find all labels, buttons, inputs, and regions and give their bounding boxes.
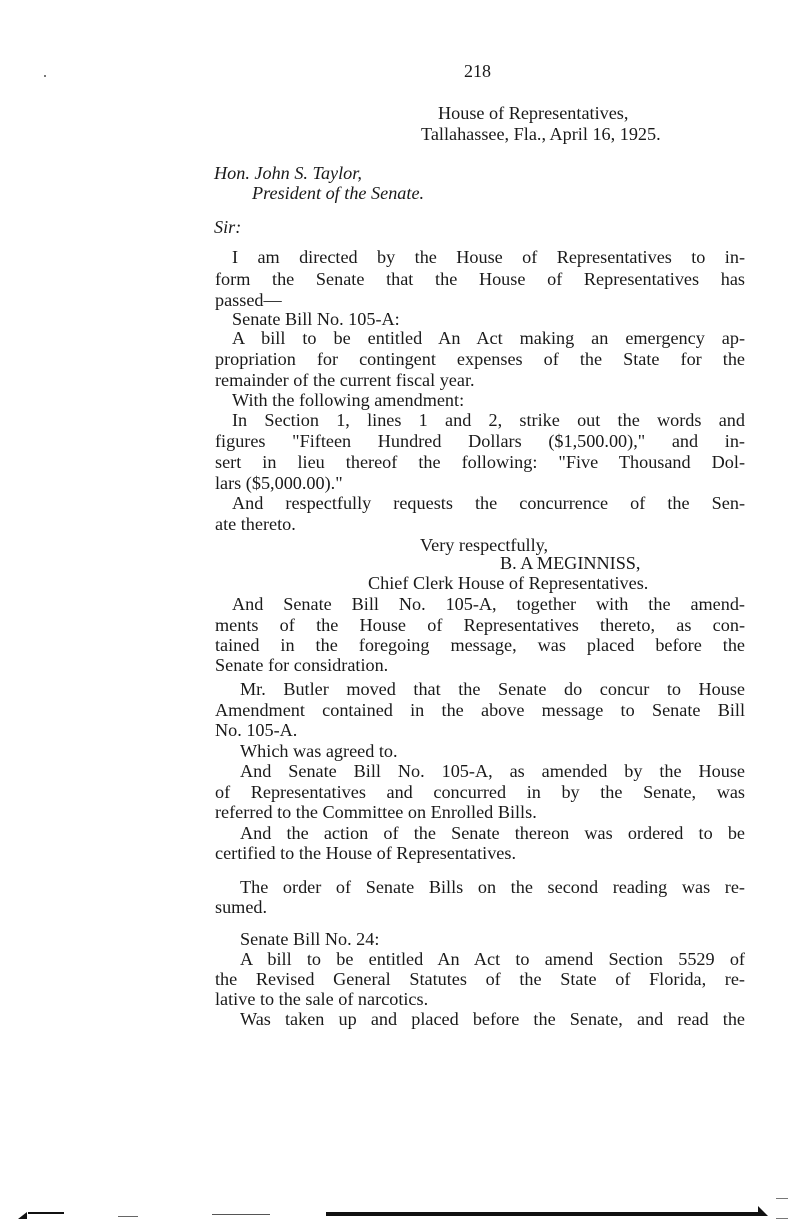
body-line: Senate Bill No. 105-A: — [232, 309, 400, 329]
body-line: lars ($5,000.00)." — [215, 473, 343, 493]
scan-mark-line — [28, 1212, 64, 1214]
bill24-line: A bill to be entitled An Act to amend Section 5529 of — [240, 949, 745, 969]
addressee-title: President of the Senate. — [252, 183, 425, 203]
closing-signer-title: Chief Clerk House of Representatives. — [368, 573, 649, 593]
proceedings-line: certified to the House of Representatives. — [215, 843, 516, 863]
proceedings-line: And the action of the Senate thereon was ordered to be — [240, 823, 745, 843]
scan-speck — [44, 75, 46, 77]
scan-mark-line — [212, 1214, 270, 1215]
body-line: figures "Fifteen Hundred Dollars ($1,500.00)," and in- — [215, 431, 745, 451]
body-line: ate thereto. — [215, 514, 296, 534]
body-line: In Section 1, lines 1 and 2, strike out the words and — [232, 410, 745, 430]
proceedings-line: And Senate Bill No. 105-A, together with the amend- — [232, 594, 745, 614]
header-line-1: House of Representatives, — [438, 103, 629, 123]
body-line: I am directed by the House of Representatives to in- — [232, 247, 745, 267]
body-line: With the following amendment: — [232, 390, 465, 410]
proceedings-line: referred to the Committee on Enrolled Bills. — [215, 802, 537, 822]
bill24-line: Was taken up and placed before the Senate, and read the — [240, 1009, 745, 1029]
proceedings-line: of Representatives and concurred in by the Senate, was — [215, 782, 745, 802]
proceedings-line: Senate for considration. — [215, 655, 389, 675]
body-line: passed— — [215, 290, 282, 310]
bill24-line: the Revised General Statutes of the State of Florida, re- — [215, 969, 745, 989]
closing-signer: B. A MEGINNISS, — [500, 553, 641, 573]
scan-mark-arrow — [758, 1206, 768, 1216]
proceedings-line: ments of the House of Representatives thereto, as con- — [215, 615, 745, 635]
body-line: form the Senate that the House of Representatives has — [215, 269, 745, 289]
page-number: 218 — [464, 61, 491, 81]
bill24-line: lative to the sale of narcotics. — [215, 989, 429, 1009]
proceedings-line: Which was agreed to. — [240, 741, 398, 761]
second-reading-line: sumed. — [215, 897, 268, 917]
body-line: And respectfully requests the concurrence of the Sen- — [232, 493, 745, 513]
salutation: Sir: — [214, 217, 242, 237]
scan-mark-arrow — [18, 1212, 27, 1219]
proceedings-line: Amendment contained in the above message to Senate Bill — [215, 700, 745, 720]
proceedings-line: And Senate Bill No. 105-A, as amended by the House — [240, 761, 745, 781]
scan-mark-dash — [776, 1218, 788, 1219]
body-line: propriation for contingent expenses of the State for the — [215, 349, 745, 369]
body-line: A bill to be entitled An Act making an emergency ap- — [232, 328, 745, 348]
closing-complimentary: Very respectfully, — [420, 535, 549, 555]
second-reading-line: The order of Senate Bills on the second reading was re- — [240, 877, 745, 897]
scan-mark-dash — [776, 1198, 788, 1199]
header-line-2: Tallahassee, Fla., April 16, 1925. — [421, 124, 661, 144]
body-line: remainder of the current fiscal year. — [215, 370, 475, 390]
scan-mark-dash — [118, 1216, 138, 1217]
proceedings-line: tained in the foregoing message, was placed before the — [215, 635, 745, 655]
proceedings-line: No. 105-A. — [215, 720, 298, 740]
body-line: sert in lieu thereof the following: "Five Thousand Dol- — [215, 452, 745, 472]
scan-mark-bar — [326, 1212, 758, 1216]
addressee-name: Hon. John S. Taylor, — [214, 163, 362, 183]
bill24-line: Senate Bill No. 24: — [240, 929, 380, 949]
proceedings-line: Mr. Butler moved that the Senate do concur to House — [240, 679, 745, 699]
